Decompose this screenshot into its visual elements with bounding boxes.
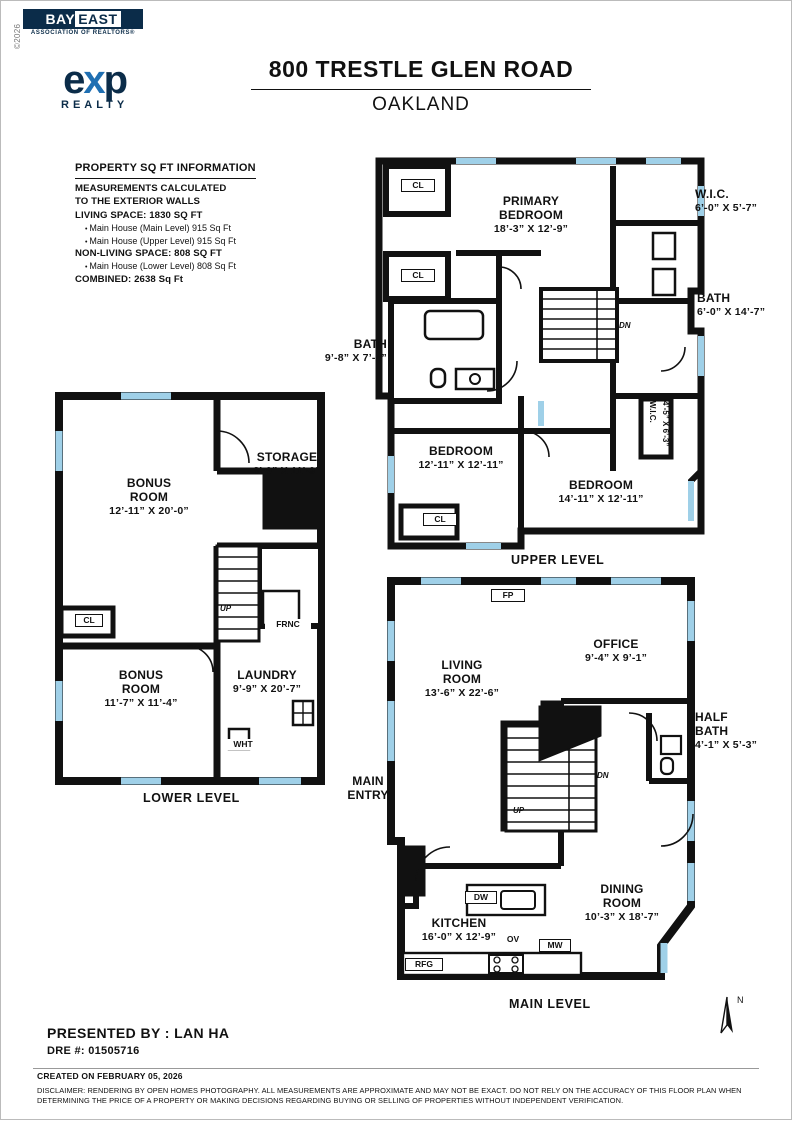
sqft-note-2: TO THE EXTERIOR WALLS bbox=[75, 196, 201, 208]
dishwasher-label: DW bbox=[465, 891, 497, 904]
nonliving-space-label: NON-LIVING SPACE: 808 SQ FT bbox=[75, 248, 222, 260]
copyright-text: ©2026 bbox=[13, 23, 22, 49]
closet-label-upper-3: CL bbox=[423, 513, 457, 526]
living-space-item-0: • Main House (Main Level) 915 Sq Ft bbox=[85, 222, 231, 233]
dre-number: DRE #: 01505716 bbox=[47, 1045, 140, 1057]
room-label-bonus-room-2: BONUS ROOM 11’-7” X 11’-4” bbox=[104, 668, 178, 709]
upper-level-title: UPPER LEVEL bbox=[511, 553, 605, 567]
refrigerator-label: RFG bbox=[405, 958, 443, 971]
room-label-half-bath: HALF BATH 4’-1” X 5’-3” bbox=[695, 710, 758, 751]
room-label-wic-upper: W.I.C. 6’-0” X 5’-7” bbox=[695, 187, 758, 214]
combined-sqft: COMBINED: 2638 Sq Ft bbox=[75, 274, 184, 286]
disclaimer-line-2: WHEN DETERMINING THE PRICE OF A PROPERTY OR MAKING DECISIONS REGARDING BUYING OR SELLING OF PROPERTIES WITHOUT INDEPENDENT VERIFICATION. bbox=[37, 1085, 742, 1106]
room-label-dining-room: DINING ROOM 10’-3” X 18’-7” bbox=[584, 882, 660, 923]
living-space-label: LIVING SPACE: 1830 SQ FT bbox=[75, 209, 203, 221]
room-label-bath-left: BATH 9’-8” X 7’-4” bbox=[324, 337, 387, 364]
room-label-office: OFFICE 9’-4” X 9’-1” bbox=[584, 637, 648, 664]
room-label-kitchen: KITCHEN 16’-0” X 12’-9” bbox=[421, 916, 497, 943]
compass-icon bbox=[703, 993, 751, 1041]
room-label-primary-bedroom: PRIMARY BEDROOM 18’-3” X 12’-9” bbox=[493, 194, 569, 235]
room-label-bedroom-right: BEDROOM 14’-11” X 12’-11” bbox=[558, 478, 644, 505]
stair-direction-upper: DN bbox=[619, 321, 631, 330]
fireplace-label: FP bbox=[491, 589, 525, 602]
svg-text:N: N bbox=[737, 995, 744, 1005]
closet-label-upper-1: CL bbox=[401, 179, 435, 192]
room-label-wic-small: W.I.C. bbox=[647, 401, 657, 423]
property-city: OAKLAND bbox=[372, 94, 470, 115]
room-label-bath-right: BATH 6’-0” X 14’-7” bbox=[697, 291, 766, 318]
microwave-label: MW bbox=[539, 939, 571, 952]
oven-label: OV bbox=[498, 934, 528, 945]
stair-direction-main-up: UP bbox=[513, 806, 525, 815]
nonliving-space-item-0: • Main House (Lower Level) 808 Sq Ft bbox=[85, 261, 236, 272]
main-entry-label: MAIN ENTRY bbox=[347, 774, 389, 802]
lower-level-title: LOWER LEVEL bbox=[143, 791, 240, 805]
room-label-bedroom-middle: BEDROOM 12’-11” X 12’-11” bbox=[418, 444, 504, 471]
water-heater-label: WHT bbox=[225, 739, 261, 750]
disclaimer-text bbox=[37, 1086, 755, 1107]
presented-by: PRESENTED BY : LAN HA bbox=[47, 1025, 230, 1041]
exp-logo-sub: REALTY bbox=[61, 99, 129, 111]
room-label-laundry: LAUNDRY 9’-9” X 20’-7” bbox=[232, 668, 302, 695]
room-label-wic-small-dim: 4’-5” X 6’-3” bbox=[660, 401, 670, 447]
main-level-title: MAIN LEVEL bbox=[509, 997, 591, 1011]
closet-label-lower: CL bbox=[75, 614, 103, 627]
exp-logo-mark: exp bbox=[63, 58, 127, 102]
room-label-storage: STORAGE 8’-9” X 11’-9” bbox=[253, 450, 321, 477]
room-label-bonus-room-1: BONUS ROOM 12’-11” X 20’-0” bbox=[109, 476, 189, 517]
stair-direction-lower: UP bbox=[220, 604, 232, 613]
living-space-item-1: • Main House (Upper Level) 915 Sq Ft bbox=[85, 235, 236, 246]
room-label-living-room: LIVING ROOM 13’-6” X 22’-6” bbox=[424, 658, 500, 699]
bayeast-logo-primary: BAY bbox=[45, 11, 76, 27]
closet-label-upper-2: CL bbox=[401, 269, 435, 282]
created-date: CREATED ON FEBRUARY 05, 2026 bbox=[37, 1071, 183, 1081]
floor-plan-drawing bbox=[1, 1, 792, 1121]
furnace-label: FRNC bbox=[265, 619, 311, 630]
sqft-heading: PROPERTY SQ FT INFORMATION bbox=[75, 161, 256, 179]
disclaimer-line-1: DISCLAIMER: RENDERING BY OPEN HOMES PHOTOGRAPHY. ALL MEASUREMENTS ARE APPROXIMATE AND MAY NOT BE EXACT. DO NOT RELY ON THE ACCURACY OF THIS FLOOR PLAN bbox=[37, 1085, 717, 1095]
sqft-note-1: MEASUREMENTS CALCULATED bbox=[75, 183, 227, 195]
bayeast-logo-secondary: EAST bbox=[75, 11, 120, 27]
bayeast-logo-sub: ASSOCIATION OF REALTORS® bbox=[30, 30, 136, 36]
stair-direction-main-dn: DN bbox=[597, 771, 609, 780]
footer-divider bbox=[33, 1068, 759, 1069]
property-address: 800 TRESTLE GLEN ROAD bbox=[268, 56, 574, 82]
